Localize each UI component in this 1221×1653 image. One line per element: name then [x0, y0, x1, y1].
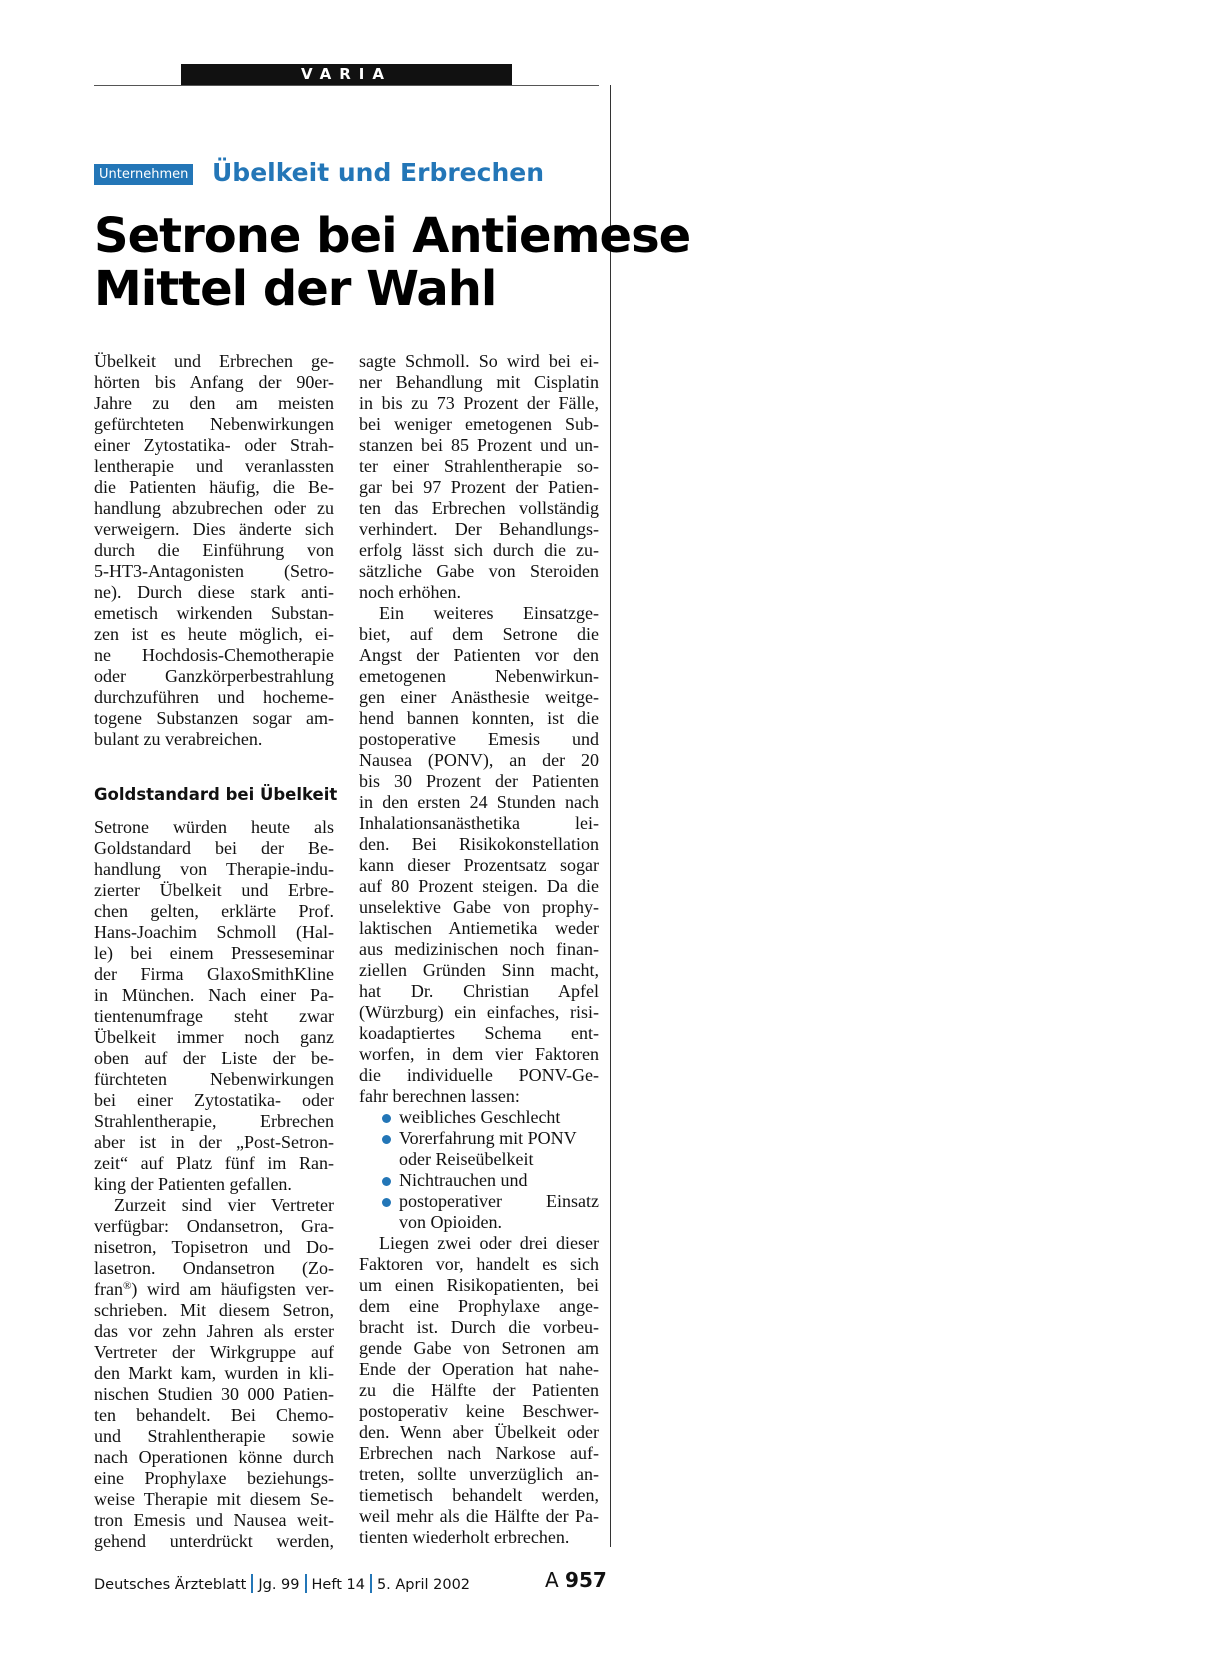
- footer-separator: [251, 1574, 253, 1593]
- text-line: gehend unterdrückt werden,: [94, 1531, 334, 1551]
- text-line: Zurzeit sind vier Vertreter: [114, 1195, 334, 1215]
- text-line: laktischen Antiemetika weder: [359, 918, 599, 938]
- bullet-text: postoperativer Einsatz: [399, 1191, 599, 1211]
- bullet-item: [359, 1128, 599, 1149]
- text-line: aber ist in der „Post-Setron-: [94, 1132, 334, 1152]
- bullet-item: [359, 1107, 599, 1128]
- text-line: gar bei 97 Prozent der Patien-: [359, 477, 599, 497]
- text-line: zeit“ auf Platz fünf im Ran-: [94, 1153, 334, 1173]
- text-line: die Patienten häufig, die Be-: [94, 477, 334, 497]
- bullet-continuation: von Opioiden.: [399, 1212, 502, 1232]
- bullet-dot-icon: [382, 1198, 391, 1207]
- footer: [94, 1574, 470, 1593]
- text-line: tienten wiederholt erbrechen.: [359, 1527, 570, 1547]
- text-line: nisetron, Topisetron und Do-: [94, 1237, 334, 1257]
- text-line: Erbrechen nach Narkose auf-: [359, 1443, 599, 1463]
- header-rule: [94, 85, 599, 86]
- text-line: schrieben. Mit diesem Setron,: [94, 1300, 334, 1320]
- text-line: chen gelten, erklärte Prof.: [94, 901, 334, 921]
- subheading: Goldstandard bei Übelkeit: [94, 785, 338, 804]
- text-line: gende Gabe von Setronen am: [359, 1338, 599, 1358]
- text-line: Inhalationsanästhetika lei-: [359, 813, 599, 833]
- bullet-text: Nichtrauchen und: [399, 1170, 528, 1190]
- text-line: gen einer Anästhesie weitge-: [359, 687, 599, 707]
- paragraph: [359, 603, 599, 1107]
- text-line: hörten bis Anfang der 90er-: [94, 372, 334, 392]
- text-line: Ende der Operation hat nahe-: [359, 1359, 599, 1379]
- text-line: durch die Einführung von: [94, 540, 334, 560]
- headline: [94, 208, 691, 317]
- headline-line: Setrone bei Antiemese: [94, 208, 691, 264]
- bullet-item: [359, 1191, 599, 1212]
- text-line: sagte Schmoll. So wird bei ei-: [359, 351, 599, 371]
- text-line: Nausea (PONV), an der 20: [359, 750, 599, 770]
- text-line: lentherapie und veranlassten: [94, 456, 334, 476]
- text-line: oben auf der Liste der be-: [94, 1048, 334, 1068]
- text-line: bis 30 Prozent der Patienten: [359, 771, 599, 791]
- text-line: in München. Nach einer Pa-: [94, 985, 334, 1005]
- text-line: kann dieser Prozentsatz sogar: [359, 855, 599, 875]
- text-line: worfen, in dem vier Faktoren: [359, 1044, 599, 1064]
- text-line: Hans-Joachim Schmoll (Hal-: [94, 922, 334, 942]
- text-line: verfügbar: Ondansetron, Gra-: [94, 1216, 334, 1236]
- text-line: ne Hochdosis-Chemotherapie: [94, 645, 334, 665]
- article-column-right: [359, 351, 599, 1548]
- issue-date: 5. April 2002: [376, 1577, 471, 1593]
- text-line: tiemetisch behandelt werden,: [359, 1485, 599, 1505]
- bullet-text: weibliches Geschlecht: [399, 1107, 561, 1127]
- text-line: Strahlentherapie, Erbrechen: [94, 1111, 334, 1131]
- page-prefix: A: [545, 1568, 559, 1592]
- text-line: die individuelle PONV-Ge-: [359, 1065, 599, 1085]
- text-line: weise Therapie mit diesem Se-: [94, 1489, 334, 1509]
- text-line: Liegen zwei oder drei dieser: [379, 1233, 599, 1253]
- bullet-text: Vorerfahrung mit PONV: [399, 1128, 577, 1148]
- text-line: der Firma GlaxoSmithKline: [94, 964, 334, 984]
- text-line: und Strahlentherapie sowie: [94, 1426, 334, 1446]
- text-line: le) bei einem Presseseminar: [94, 943, 334, 963]
- paragraph: [359, 351, 599, 603]
- text-line: den. Wenn aber Übelkeit oder: [359, 1422, 599, 1442]
- bullet-continuation: oder Reiseübelkeit: [399, 1149, 534, 1169]
- text-line: Übelkeit und Erbrechen ge-: [94, 351, 334, 371]
- text-line: in bis zu 73 Prozent der Fälle,: [359, 393, 599, 413]
- text-line: Goldstandard bei der Be-: [94, 838, 334, 858]
- text-line: tron Emesis und Nausea weit-: [94, 1510, 334, 1530]
- text-line: (Würzburg) ein einfaches, risi-: [359, 1002, 599, 1022]
- text-line: weil mehr als die Hälfte der Pa-: [359, 1506, 599, 1526]
- text-line: ten behandelt. Bei Chemo-: [94, 1405, 334, 1425]
- text-line: Angst der Patienten vor den: [359, 645, 599, 665]
- section-label: VARIA: [301, 65, 392, 83]
- text-line: oder Ganzkörperbestrahlung: [94, 666, 334, 686]
- footer-separator: [305, 1574, 307, 1593]
- kicker-badge: Unternehmen: [94, 164, 193, 185]
- text-line: bei einer Zytostatika- oder: [94, 1090, 334, 1110]
- text-line: togene Substanzen sogar am-: [94, 708, 334, 728]
- text-line: Faktoren vor, handelt es sich: [359, 1254, 599, 1274]
- kicker-title: Übelkeit und Erbrechen: [212, 158, 545, 187]
- text-line: [94, 1279, 334, 1300]
- text-line: durchzuführen und hocheme-: [94, 687, 334, 707]
- text-line: bei weniger emetogenen Sub-: [359, 414, 599, 434]
- text-fragment: ) wird am häufigsten ver-: [131, 1279, 334, 1299]
- text-line: king der Patienten gefallen.: [94, 1174, 292, 1194]
- text-line: Übelkeit immer noch ganz: [94, 1027, 334, 1047]
- text-line: ziellen Gründen Sinn macht,: [359, 960, 599, 980]
- text-line: postoperative Emesis und: [359, 729, 599, 749]
- text-line: ten das Erbrechen vollständig: [359, 498, 599, 518]
- text-line: auf 80 Prozent steigen. Da die: [359, 876, 599, 896]
- text-line: gefürchteten Nebenwirkungen: [94, 414, 334, 434]
- text-line: nach Operationen könne durch: [94, 1447, 334, 1467]
- text-line: emetisch wirkenden Substan-: [94, 603, 334, 623]
- text-line: den Markt kam, wurden in kli-: [94, 1363, 334, 1383]
- text-line: verhindert. Der Behandlungs-: [359, 519, 599, 539]
- text-line: um einen Risikopatienten, bei: [359, 1275, 599, 1295]
- bullet-list: [359, 1107, 599, 1233]
- text-line: ner Behandlung mit Cisplatin: [359, 372, 599, 392]
- text-line: eine Prophylaxe beziehungs-: [94, 1468, 334, 1488]
- text-line: tientenumfrage steht zwar: [94, 1006, 334, 1026]
- issue: Heft 14: [311, 1577, 365, 1593]
- text-line: emetogenen Nebenwirkun-: [359, 666, 599, 686]
- paragraph: [94, 817, 334, 1195]
- bullet-dot-icon: [382, 1114, 391, 1123]
- footer-separator: [370, 1574, 372, 1593]
- text-line: Vertreter der Wirkgruppe auf: [94, 1342, 334, 1362]
- text-line: in den ersten 24 Stunden nach: [359, 792, 599, 812]
- text-line: das vor zehn Jahren als erster: [94, 1321, 334, 1341]
- text-fragment: fran: [94, 1279, 123, 1299]
- text-line: nischen Studien 30 000 Patien-: [94, 1384, 334, 1404]
- text-line: zen ist es heute möglich, ei-: [94, 624, 334, 644]
- text-line: ne). Durch diese stark anti-: [94, 582, 334, 602]
- text-line: koadaptiertes Schema ent-: [359, 1023, 599, 1043]
- text-line: treten, sollte unverzüglich an-: [359, 1464, 599, 1484]
- text-line: den. Bei Risikokonstellation: [359, 834, 599, 854]
- text-line: Setrone würden heute als: [94, 817, 334, 837]
- page-number-value: 957: [565, 1568, 607, 1592]
- text-line: aus medizinischen noch finan-: [359, 939, 599, 959]
- registered-mark: ®: [122, 1280, 132, 1292]
- bullet-dot-icon: [382, 1135, 391, 1144]
- section-bar: [181, 64, 512, 85]
- text-line: 5-HT3-Antagonisten (Setro-: [94, 561, 334, 581]
- paragraph: [94, 351, 334, 750]
- bullet-dot-icon: [382, 1177, 391, 1186]
- journal-name: Deutsches Ärzteblatt: [94, 1577, 247, 1593]
- text-line: lasetron. Ondansetron (Zo-: [94, 1258, 334, 1278]
- text-line: hend bannen konnten, ist die: [359, 708, 599, 728]
- text-line: handlung von Therapie-indu-: [94, 859, 334, 879]
- text-line: bracht ist. Durch die vorbeu-: [359, 1317, 599, 1337]
- text-line: Ein weiteres Einsatzge-: [379, 603, 599, 623]
- article-column-left: [94, 351, 338, 1552]
- text-line: noch erhöhen.: [359, 582, 461, 602]
- page-number: [545, 1568, 607, 1592]
- text-line: hat Dr. Christian Apfel: [359, 981, 599, 1001]
- text-line: erfolg lässt sich durch die zu-: [359, 540, 599, 560]
- paragraph: [94, 1195, 334, 1552]
- text-line: biet, auf dem Setrone die: [359, 624, 599, 644]
- text-line: unselektive Gabe von prophy-: [359, 897, 599, 917]
- paragraph: [359, 1233, 599, 1548]
- text-line: ter einer Strahlentherapie so-: [359, 456, 599, 476]
- text-line: einer Zytostatika- oder Strah-: [94, 435, 334, 455]
- text-line: verweigern. Dies änderte sich: [94, 519, 334, 539]
- text-line: zierter Übelkeit und Erbre-: [94, 880, 334, 900]
- text-line: fürchteten Nebenwirkungen: [94, 1069, 334, 1089]
- bullet-item: [359, 1170, 599, 1191]
- text-line: bulant zu verabreichen.: [94, 729, 263, 749]
- text-line: zu die Hälfte der Patienten: [359, 1380, 599, 1400]
- headline-line: Mittel der Wahl: [94, 261, 497, 317]
- text-line: fahr berechnen lassen:: [359, 1086, 520, 1106]
- text-line: Jahre zu den am meisten: [94, 393, 334, 413]
- text-line: stanzen bei 85 Prozent und un-: [359, 435, 599, 455]
- text-line: sätzliche Gabe von Steroiden: [359, 561, 599, 581]
- volume: Jg. 99: [258, 1577, 300, 1593]
- text-line: dem eine Prophylaxe ange-: [359, 1296, 599, 1316]
- text-line: postoperativ keine Beschwer-: [359, 1401, 599, 1421]
- text-line: handlung abzubrechen oder zu: [94, 498, 334, 518]
